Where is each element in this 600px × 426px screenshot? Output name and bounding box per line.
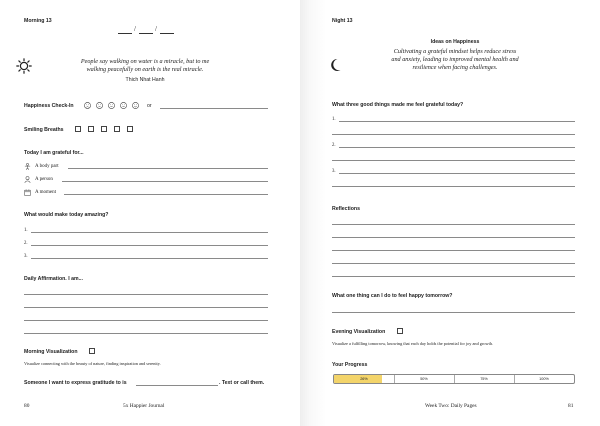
good-thing-number-3: 3. [332, 169, 336, 174]
checkin-or: or [147, 103, 152, 109]
affirmation-label: Daily Affirmation. I am... [24, 276, 83, 282]
evening-visualization-checkbox[interactable] [397, 328, 403, 334]
amazing-number-3: 3. [24, 254, 28, 259]
tomorrow-line[interactable] [332, 312, 575, 313]
reflections-label: Reflections [332, 206, 360, 212]
smiling-breath-checkbox-4[interactable] [114, 126, 120, 132]
very-happy-face-icon[interactable] [132, 102, 139, 109]
visualization-checkbox[interactable] [89, 348, 95, 354]
amazing-line-1[interactable] [31, 232, 268, 233]
visualization-text: Visualize connecting with the beauty of nature, finding inspiration and serenity. [24, 361, 161, 366]
footer-book-title: 5x Happier Journal [123, 403, 165, 409]
smiling-breath-checkbox-2[interactable] [88, 126, 94, 132]
grateful-moment-line[interactable] [64, 194, 268, 195]
tomorrow-label: What one thing can I do to feel happy tomorrow? [332, 293, 453, 299]
moon-icon [330, 58, 342, 72]
ideas-line-3: resilience when facing challenges. [412, 64, 498, 71]
good-thing-line-1[interactable] [339, 121, 575, 122]
good-thing-line-2b[interactable] [332, 160, 575, 161]
amazing-label: What would make today amazing? [24, 212, 109, 218]
grateful-item-moment: A moment [35, 190, 56, 195]
person-icon [24, 176, 31, 183]
grateful-item-body: A body part [35, 164, 59, 169]
footer-page-number: 81 [568, 403, 574, 409]
right-page [300, 0, 600, 426]
neutral-face-icon[interactable] [108, 102, 115, 109]
smiling-breath-checkbox-3[interactable] [101, 126, 107, 132]
good-thing-line-1b[interactable] [332, 134, 575, 135]
progress-bar [333, 374, 575, 384]
ideas-line-1: Cultivating a grateful mindset helps reduce stress [393, 48, 517, 55]
grateful-person-line[interactable] [62, 181, 268, 182]
happy-face-icon[interactable] [120, 102, 127, 109]
affirmation-line-4[interactable] [24, 333, 268, 334]
gratitude-name-line[interactable] [136, 385, 218, 386]
reflection-line-4[interactable] [332, 263, 575, 264]
sad-face-icon[interactable] [96, 102, 103, 109]
date-month-field[interactable] [139, 33, 153, 34]
good-thing-line-2[interactable] [339, 147, 575, 148]
page-title: Morning 13 [24, 18, 52, 24]
ideas-title: Ideas on Happiness [430, 39, 480, 45]
gratitude-suffix: . Text or call them. [219, 380, 265, 386]
good-thing-number-2: 2. [332, 143, 336, 148]
good-thing-number-1: 1. [332, 117, 336, 122]
quote-author: Thich Nhat Hanh [125, 77, 165, 83]
good-thing-line-3[interactable] [339, 173, 575, 174]
page-title: Night 13 [332, 18, 353, 24]
affirmation-line-1[interactable] [24, 294, 268, 295]
quote-line-2: walking peacefully on earth is the real miracle. [86, 66, 204, 73]
checkin-write-line[interactable] [160, 108, 268, 109]
reflection-line-5[interactable] [332, 276, 575, 277]
amazing-number-1: 1. [24, 228, 28, 233]
calendar-icon [24, 189, 31, 196]
date-year-field[interactable] [160, 33, 174, 34]
date-separator: / [155, 25, 157, 33]
gratitude-prefix: Someone I want to express gratitude to is [24, 380, 127, 386]
affirmation-line-2[interactable] [24, 307, 268, 308]
progress-mark-75: 75% [480, 377, 488, 381]
very-sad-face-icon[interactable] [84, 102, 91, 109]
footer-page-number: 80 [24, 403, 30, 409]
date-day-field[interactable] [118, 33, 132, 34]
reflection-line-2[interactable] [332, 237, 575, 238]
evening-visualization-text: Visualize a fulfilling tomorrow, knowing that each day holds the potential for joy and growth. [332, 341, 494, 346]
amazing-line-2[interactable] [31, 245, 268, 246]
date-separator: / [134, 25, 136, 33]
progress-mark-25: 26% [360, 377, 368, 381]
checkin-label: Happiness Check-In [24, 103, 74, 109]
smiling-breath-checkbox-5[interactable] [127, 126, 133, 132]
affirmation-line-3[interactable] [24, 320, 268, 321]
grateful-label: Today I am grateful for... [24, 150, 84, 156]
visualization-label: Morning Visualization [24, 349, 78, 355]
amazing-number-2: 2. [24, 241, 28, 246]
grateful-body-line[interactable] [68, 168, 268, 169]
footer-section-title: Week Two: Daily Pages [425, 403, 477, 409]
progress-label: Your Progress [332, 362, 368, 368]
progress-mark-50: 50% [420, 377, 428, 381]
progress-mark-100: 100% [539, 377, 549, 381]
good-things-label: What three good things made me feel grateful today? [332, 102, 464, 108]
reflection-line-3[interactable] [332, 250, 575, 251]
quote-line-1: People say walking on water is a miracle, but to me [80, 58, 210, 65]
reflection-line-1[interactable] [332, 224, 575, 225]
sun-icon [16, 58, 32, 74]
evening-visualization-label: Evening Visualization [332, 329, 386, 335]
amazing-line-3[interactable] [31, 258, 268, 259]
smiling-label: Smiling Breaths [24, 127, 64, 133]
smiling-breath-checkbox-1[interactable] [75, 126, 81, 132]
good-thing-line-3b[interactable] [332, 186, 575, 187]
body-icon [24, 163, 31, 170]
ideas-line-2: and anxiety, leading to improved mental health and [391, 56, 519, 63]
grateful-item-person: A person [35, 177, 53, 182]
